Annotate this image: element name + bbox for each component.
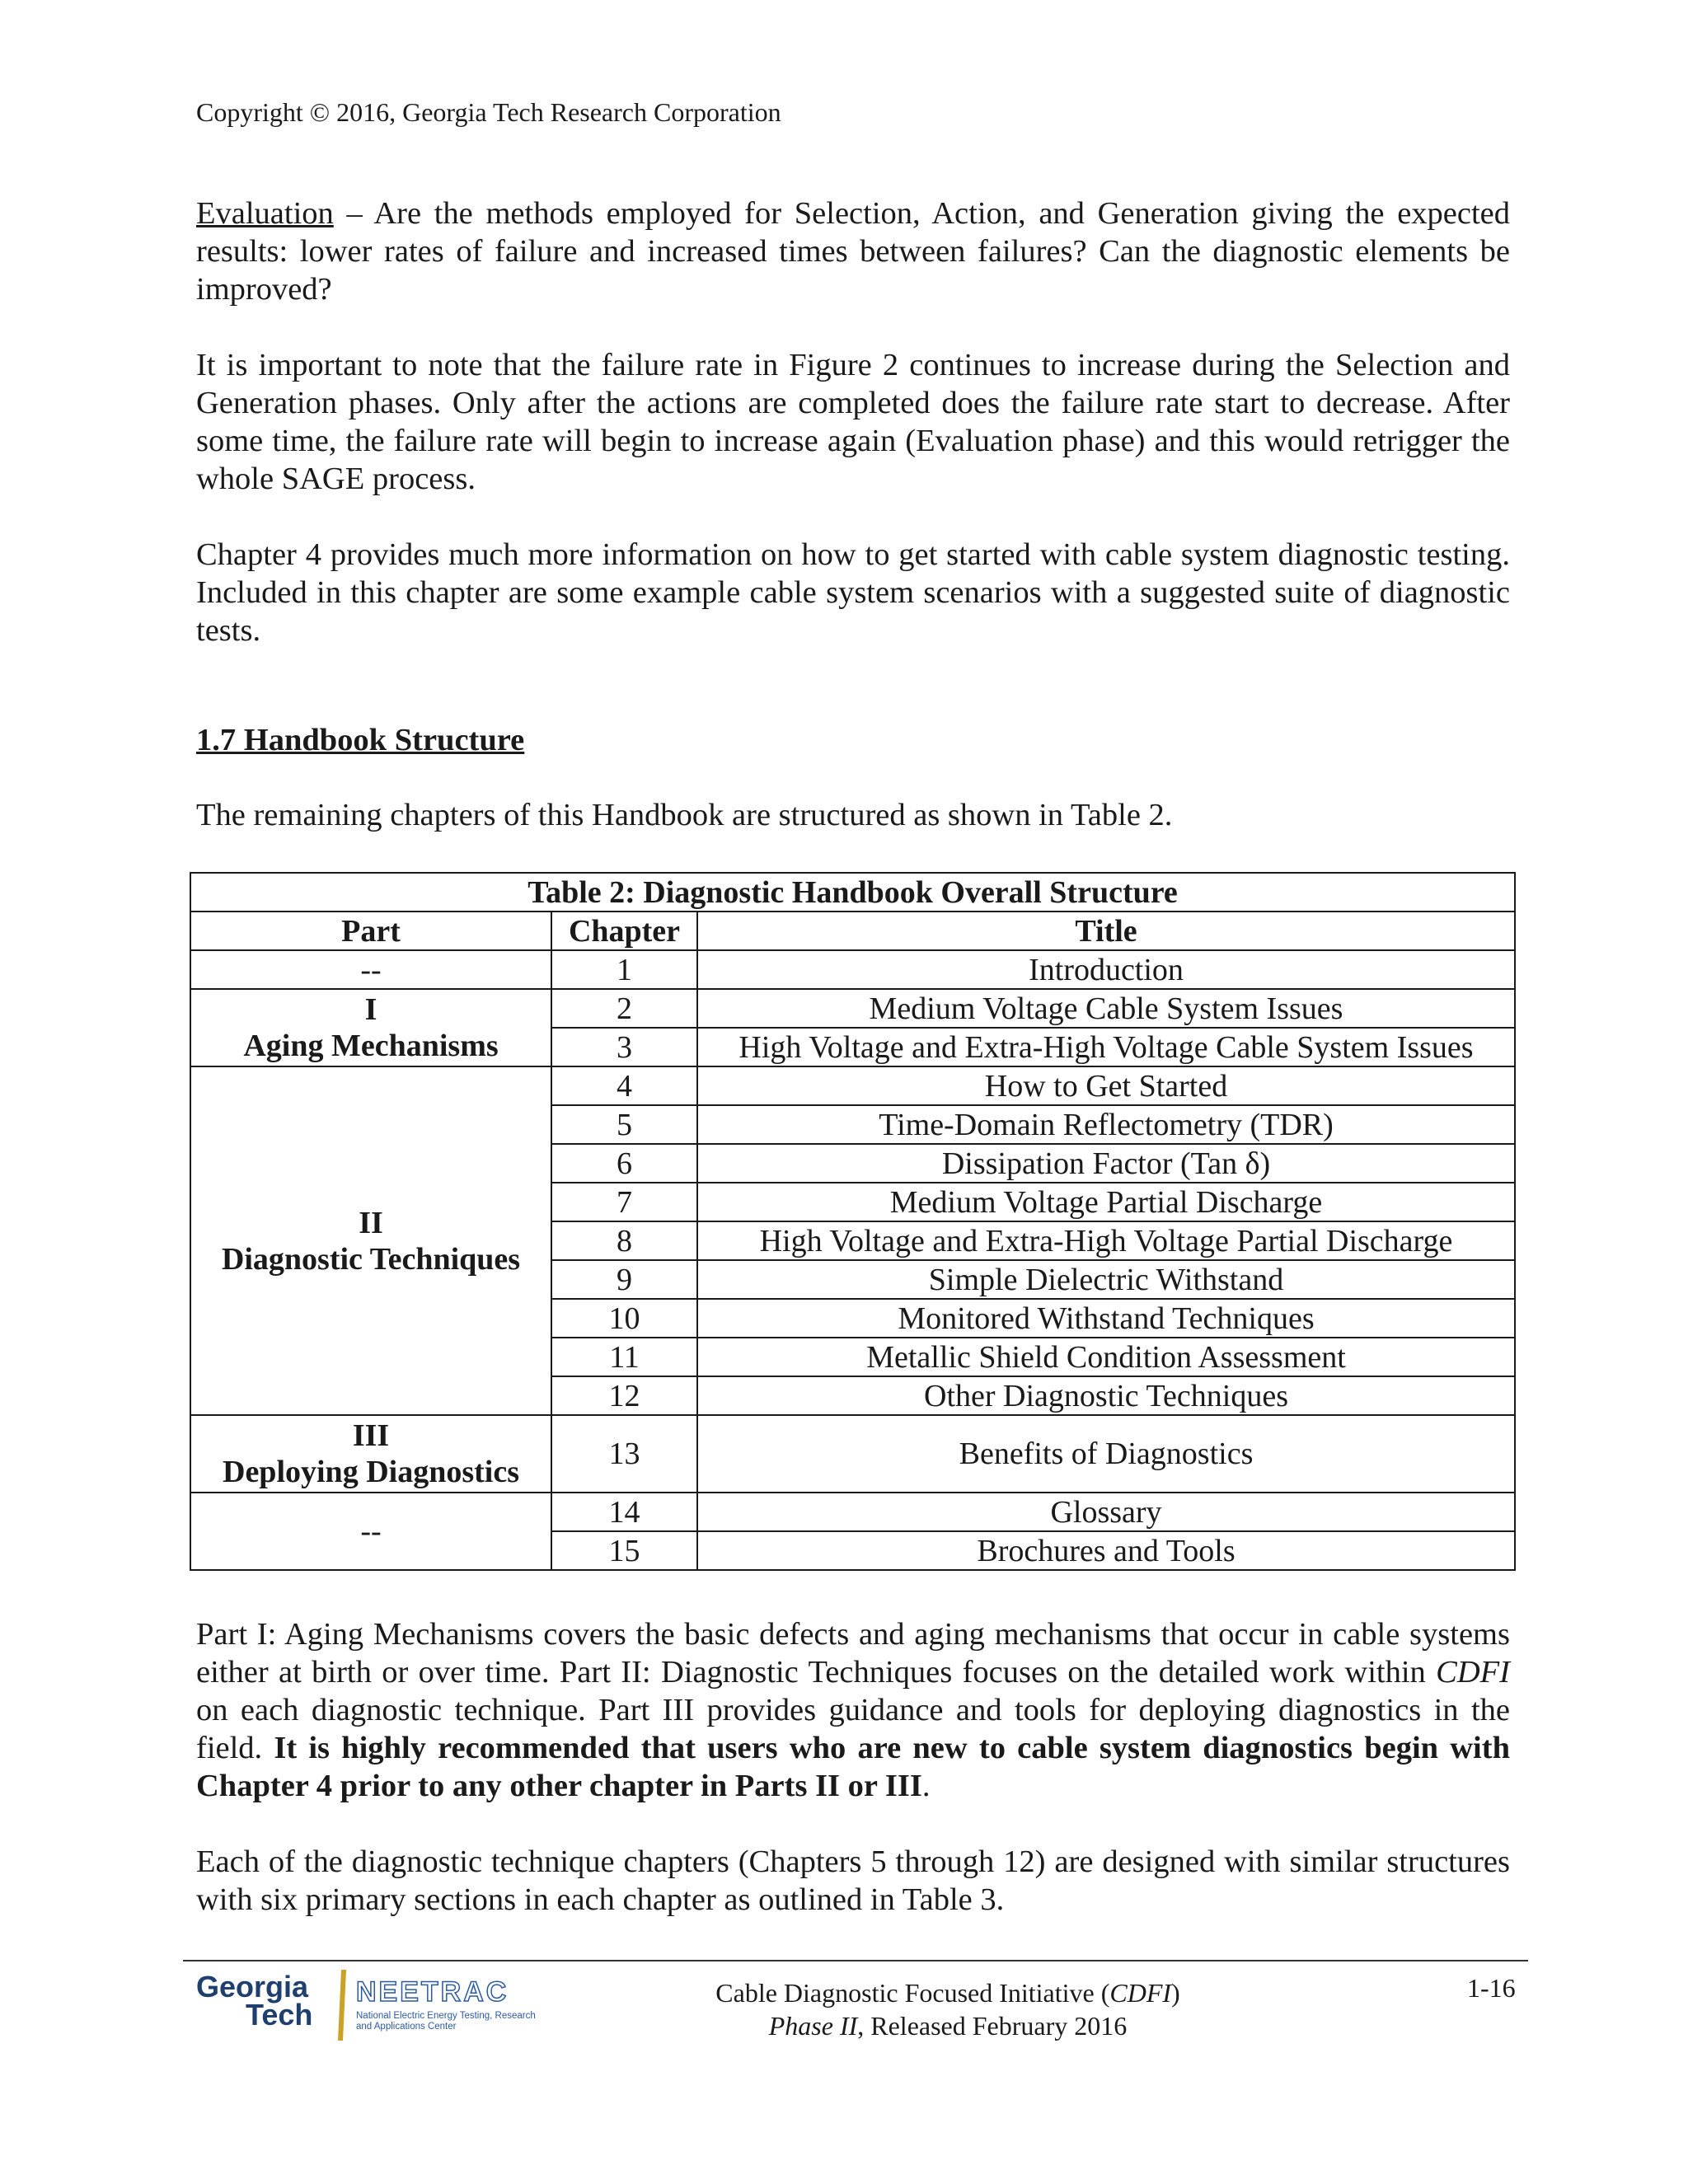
handbook-structure-table bbox=[190, 872, 1516, 1571]
georgia-tech-logo bbox=[196, 1970, 330, 2032]
title-cell: Metallic Shield Condition Assessment bbox=[697, 1338, 1515, 1376]
footer-cdfi: CDFI bbox=[1109, 1978, 1172, 2008]
table-row bbox=[190, 1066, 1515, 1105]
paragraph-failure-rate: It is important to note that the failure rate in Figure 2 continues to increase during the Selection and Generation phases. Only after the actions are completed does the failure rate start to decrease. After some time, the failure rate will begin to increase again (Evaluation phase) and this would retrigger the whole SAGE process. bbox=[196, 348, 1510, 496]
evaluation-term: Evaluation bbox=[196, 196, 334, 231]
title-cell: Medium Voltage Partial Discharge bbox=[697, 1183, 1515, 1221]
paragraph-evaluation bbox=[196, 194, 1510, 308]
part-cell-deploying bbox=[190, 1415, 551, 1493]
logo-separator-icon bbox=[338, 1970, 346, 2041]
overview-text-2: on each diagnostic technique. Part III provides guidance and tools for deploying diagnostics in the field. bbox=[196, 1693, 1510, 1765]
neetrac-logo bbox=[356, 1976, 546, 2034]
title-cell: Simple Dielectric Withstand bbox=[697, 1260, 1515, 1299]
neetrac-name: NEETRAC bbox=[356, 1976, 509, 2008]
title-cell: Monitored Withstand Techniques bbox=[697, 1299, 1515, 1338]
chapter-cell: 5 bbox=[551, 1105, 697, 1144]
chapter-cell: 6 bbox=[551, 1144, 697, 1183]
paragraph-parts-overview bbox=[196, 1615, 1510, 1805]
neetrac-subtitle-1: National Electric Energy Testing, Research bbox=[356, 2011, 536, 2021]
chapter-cell: 10 bbox=[551, 1299, 697, 1338]
table-caption: Table 2: Diagnostic Handbook Overall Structure bbox=[190, 873, 1515, 912]
title-cell: How to Get Started bbox=[697, 1066, 1515, 1105]
part-number: II bbox=[359, 1205, 383, 1240]
copyright-notice: Copyright © 2016, Georgia Tech Research Corporation bbox=[196, 97, 781, 127]
footer-citation bbox=[643, 1976, 1253, 2042]
title-cell: High Voltage and Extra-High Voltage Cable System Issues bbox=[697, 1028, 1515, 1066]
page-number: 1-16 bbox=[1467, 1973, 1516, 2003]
chapter-cell: 9 bbox=[551, 1260, 697, 1299]
footer-line-2 bbox=[643, 2009, 1253, 2042]
part-name: Deploying Diagnostics bbox=[223, 1455, 519, 1489]
footer-line-1 bbox=[643, 1976, 1253, 2009]
paragraph-technique-chapters: Each of the diagnostic technique chapters (Chapters 5 through 12) are designed with similar structures with six primary sections in each chapter as outlined in Table 3. bbox=[196, 1844, 1510, 1917]
header-title: Title bbox=[697, 912, 1515, 950]
neetrac-subtitle bbox=[356, 2011, 554, 2032]
title-cell: Glossary bbox=[697, 1493, 1515, 1531]
paragraph-table-intro: The remaining chapters of this Handbook are structured as shown in Table 2. bbox=[196, 798, 1173, 832]
part-name: Diagnostic Techniques bbox=[221, 1241, 521, 1277]
chapter-cell: 15 bbox=[551, 1531, 697, 1570]
part-cell-none: -- bbox=[190, 950, 551, 989]
chapter-cell: 8 bbox=[551, 1221, 697, 1260]
overview-text-1: Part I: Aging Mechanisms covers the basic defects and aging mechanisms that occur in cable systems either at birth or over time. Part II: Diagnostic Techniques focuses on the detailed work within bbox=[196, 1617, 1510, 1690]
title-cell: High Voltage and Extra-High Voltage Partial Discharge bbox=[697, 1221, 1515, 1260]
header-chapter: Chapter bbox=[551, 912, 697, 950]
paragraph-chapter4: Chapter 4 provides much more information on how to get started with cable system diagnostic testing. Included in this chapter are some example cable system scenarios with a suggested suite of diagnostic tests. bbox=[196, 537, 1510, 648]
chapter-cell: 11 bbox=[551, 1338, 697, 1376]
part-cell-aging bbox=[190, 989, 551, 1066]
part-name: Aging Mechanisms bbox=[243, 1029, 499, 1063]
title-cell: Introduction bbox=[697, 950, 1515, 989]
chapter-cell: 13 bbox=[551, 1415, 697, 1493]
part-cell-none: -- bbox=[190, 1493, 551, 1570]
chapter-cell: 2 bbox=[551, 989, 697, 1028]
part-number: I bbox=[364, 992, 377, 1027]
logo-gt-line1: Georgia bbox=[196, 1970, 309, 2004]
chapter-cell: 3 bbox=[551, 1028, 697, 1066]
chapter-cell: 12 bbox=[551, 1376, 697, 1415]
section-heading: 1.7 Handbook Structure bbox=[196, 723, 525, 757]
footer-text-b: ) bbox=[1171, 1978, 1180, 2008]
chapter-cell: 1 bbox=[551, 950, 697, 989]
table-row bbox=[190, 950, 1515, 989]
title-cell: Time-Domain Reflectometry (TDR) bbox=[697, 1105, 1515, 1144]
header-part: Part bbox=[190, 912, 551, 950]
cdfi-term: CDFI bbox=[1436, 1655, 1510, 1690]
title-cell: Medium Voltage Cable System Issues bbox=[697, 989, 1515, 1028]
chapter-cell: 14 bbox=[551, 1493, 697, 1531]
evaluation-text: – Are the methods employed for Selection, Action, and Generation giving the expected results: lower rates of failure and increased times between failures? Can the diagnostic elements be improved? bbox=[196, 196, 1510, 307]
recommendation-text: It is highly recommended that users who are new to cable system diagnostics begin with Chapter 4 prior to any other chapter in Parts II or III bbox=[196, 1731, 1510, 1803]
table-row bbox=[190, 989, 1515, 1028]
footer-divider bbox=[183, 1960, 1528, 1961]
logo-gt-line2: Tech bbox=[246, 1998, 313, 2032]
footer-phase: Phase II bbox=[768, 2011, 858, 2041]
overview-text-end: . bbox=[921, 1769, 931, 1803]
neetrac-subtitle-2: and Applications Center bbox=[356, 2022, 457, 2032]
footer-release: , Released February 2016 bbox=[857, 2011, 1128, 2041]
title-cell: Dissipation Factor (Tan δ) bbox=[697, 1144, 1515, 1183]
chapter-cell: 7 bbox=[551, 1183, 697, 1221]
title-cell: Benefits of Diagnostics bbox=[697, 1415, 1515, 1493]
table-row bbox=[190, 1415, 1515, 1493]
part-cell-diagnostic bbox=[190, 1066, 551, 1415]
title-cell: Brochures and Tools bbox=[697, 1531, 1515, 1570]
title-cell: Other Diagnostic Techniques bbox=[697, 1376, 1515, 1415]
table-row bbox=[190, 1493, 1515, 1531]
footer-text-a: Cable Diagnostic Focused Initiative ( bbox=[715, 1978, 1110, 2008]
part-number: III bbox=[352, 1418, 390, 1453]
chapter-cell: 4 bbox=[551, 1066, 697, 1105]
